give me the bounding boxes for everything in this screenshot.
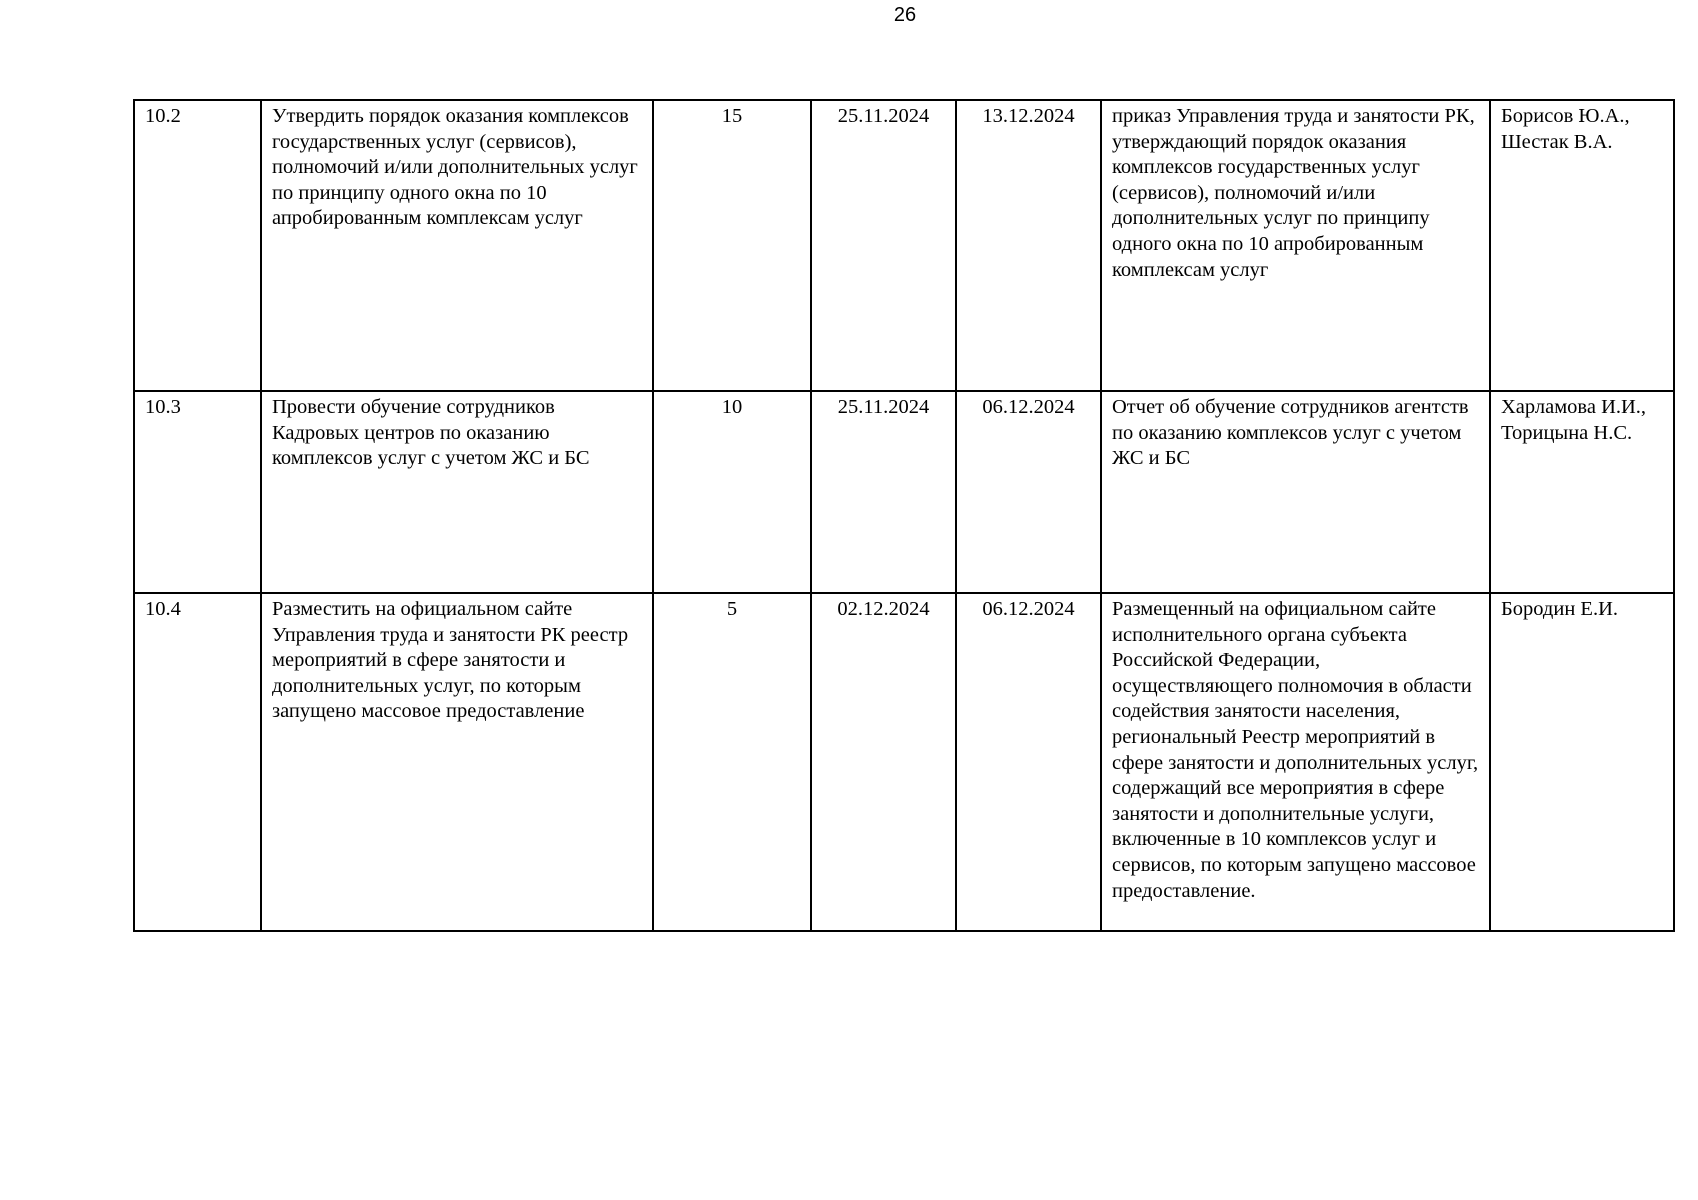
task-description: Провести обучение сотрудников Кадровых центров по оказанию комплексов услуг с учетом ЖС и БС [261, 391, 653, 593]
table-row [134, 593, 1674, 931]
row-number: 10.2 [134, 100, 261, 391]
start-date: 25.11.2024 [811, 100, 956, 391]
task-description: Разместить на официальном сайте Управления труда и занятости РК реестр мероприятий в сфере занятости и дополнительных услуг, по которым запущено массовое предоставление [261, 593, 653, 931]
page-number: 26 [893, 4, 917, 26]
duration-days: 5 [653, 593, 811, 931]
end-date: 13.12.2024 [956, 100, 1101, 391]
responsible-persons: Борисов Ю.А., Шестак В.А. [1490, 100, 1674, 391]
plan-table [133, 99, 1675, 932]
duration-days: 10 [653, 391, 811, 593]
table-row [134, 391, 1674, 593]
result-description: приказ Управления труда и занятости РК, утверждающий порядок оказания комплексов государственных услуг (сервисов), полномочий и/или дополнительных услуг по принципу одного окна по 10 апробированным комплексам услуг [1101, 100, 1490, 391]
row-number: 10.3 [134, 391, 261, 593]
duration-days: 15 [653, 100, 811, 391]
end-date: 06.12.2024 [956, 391, 1101, 593]
result-description: Размещенный на официальном сайте исполнительного органа субъекта Российской Федерации, осуществляющего полномочия в области содействия занятости населения, региональный Реестр мероприятий в сфере занятости и дополнительных услуг, содержащий все мероприятия в сфере занятости и дополнительные услуги, включенные в 10 комплексов услуг и сервисов, по которым запущено массовое предоставление. [1101, 593, 1490, 931]
responsible-persons: Бородин Е.И. [1490, 593, 1674, 931]
end-date: 06.12.2024 [956, 593, 1101, 931]
task-description: Утвердить порядок оказания комплексов государственных услуг (сервисов), полномочий и/или дополнительных услуг по принципу одного окна по 10 апробированным комплексам услуг [261, 100, 653, 391]
start-date: 02.12.2024 [811, 593, 956, 931]
start-date: 25.11.2024 [811, 391, 956, 593]
row-number: 10.4 [134, 593, 261, 931]
responsible-persons: Харламова И.И., Торицына Н.С. [1490, 391, 1674, 593]
result-description: Отчет об обучение сотрудников агентств по оказанию комплексов услуг с учетом ЖС и БС [1101, 391, 1490, 593]
table-row [134, 100, 1674, 391]
